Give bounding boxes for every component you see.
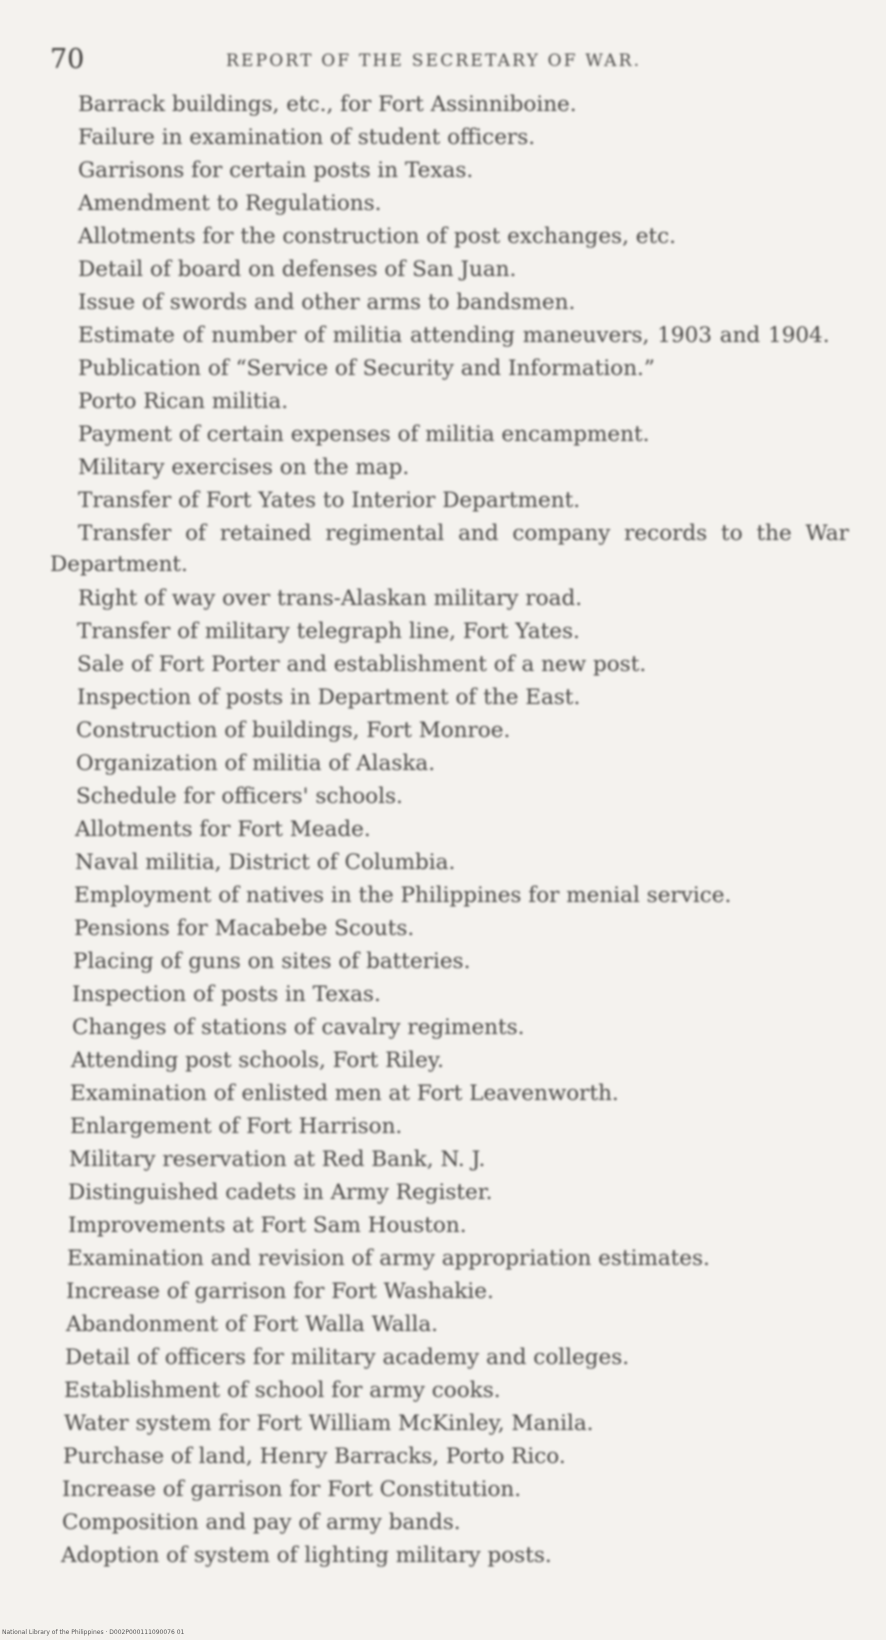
list-item: Allotments for Fort Meade.	[75, 817, 371, 842]
page-header	[50, 44, 886, 80]
scan-credit: National Library of the Philippines · D002P000111090076 01	[2, 1629, 185, 1636]
list-item-continuation: Department.	[50, 552, 188, 577]
list-item: Estimate of number of militia attending maneuvers, 1903 and 1904.	[78, 323, 830, 348]
list-item: Garrisons for certain posts in Texas.	[78, 158, 474, 183]
list-item: Transfer of Fort Yates to Interior Department.	[78, 488, 581, 513]
list-item: Allotments for the construction of post exchanges, etc.	[78, 224, 676, 249]
list-item: Construction of buildings, Fort Monroe.	[76, 718, 511, 743]
list-item: Inspection of posts in Department of the East.	[77, 685, 581, 710]
list-item: Detail of board on defenses of San Juan.	[78, 257, 517, 282]
list-item: Changes of stations of cavalry regiments.	[72, 1015, 525, 1040]
list-item: Examination and revision of army appropriation estimates.	[67, 1246, 710, 1271]
page-number: 70	[50, 44, 85, 75]
list-item: Inspection of posts in Texas.	[72, 982, 381, 1007]
list-item: Pensions for Macabebe Scouts.	[74, 916, 415, 941]
list-item: Schedule for officers' schools.	[76, 784, 403, 809]
list-item: Increase of garrison for Fort Constitution.	[62, 1477, 522, 1502]
list-item: Water system for Fort William McKinley, Manila.	[64, 1411, 594, 1436]
list-item: Barrack buildings, etc., for Fort Assinniboine.	[78, 92, 577, 117]
list-item: Military exercises on the map.	[78, 455, 410, 480]
list-item: Sale of Fort Porter and establishment of a new post.	[77, 652, 647, 677]
list-item: Distinguished cadets in Army Register.	[68, 1180, 493, 1205]
list-item: Payment of certain expenses of militia encampment.	[78, 422, 650, 447]
list-item: Employment of natives in the Philippines for menial service.	[74, 883, 732, 908]
list-item: Transfer of retained regimental and company records to the War	[78, 521, 849, 546]
list-item: Composition and pay of army bands.	[62, 1510, 461, 1535]
list-item: Purchase of land, Henry Barracks, Porto Rico.	[63, 1444, 566, 1469]
list-item: Establishment of school for army cooks.	[64, 1378, 501, 1403]
list-item: Enlargement of Fort Harrison.	[70, 1114, 403, 1139]
list-item: Placing of guns on sites of batteries.	[73, 949, 471, 974]
list-item: Publication of “Service of Security and Information.”	[78, 356, 655, 381]
list-item: Detail of officers for military academy and colleges.	[65, 1345, 630, 1370]
list-item: Right of way over trans-Alaskan military road.	[78, 586, 583, 611]
list-item: Organization of militia of Alaska.	[76, 751, 436, 776]
list-item: Transfer of military telegraph line, Fort Yates.	[77, 619, 580, 644]
list-item: Failure in examination of student officers.	[78, 125, 536, 150]
list-item: Improvements at Fort Sam Houston.	[68, 1213, 467, 1238]
list-item: Abandonment of Fort Walla Walla.	[66, 1312, 439, 1337]
list-item: Porto Rican militia.	[78, 389, 289, 414]
list-item: Issue of swords and other arms to bandsmen.	[78, 290, 576, 315]
list-item: Increase of garrison for Fort Washakie.	[66, 1279, 494, 1304]
list-item: Naval militia, District of Columbia.	[75, 850, 456, 875]
running-title: REPORT OF THE SECRETARY OF WAR.	[226, 51, 642, 71]
list-item: Amendment to Regulations.	[78, 191, 382, 216]
list-item: Attending post schools, Fort Riley.	[71, 1048, 444, 1073]
list-item: Military reservation at Red Bank, N. J.	[69, 1147, 486, 1172]
list-item: Examination of enlisted men at Fort Leavenworth.	[70, 1081, 619, 1106]
list-item: Adoption of system of lighting military posts.	[61, 1543, 552, 1568]
